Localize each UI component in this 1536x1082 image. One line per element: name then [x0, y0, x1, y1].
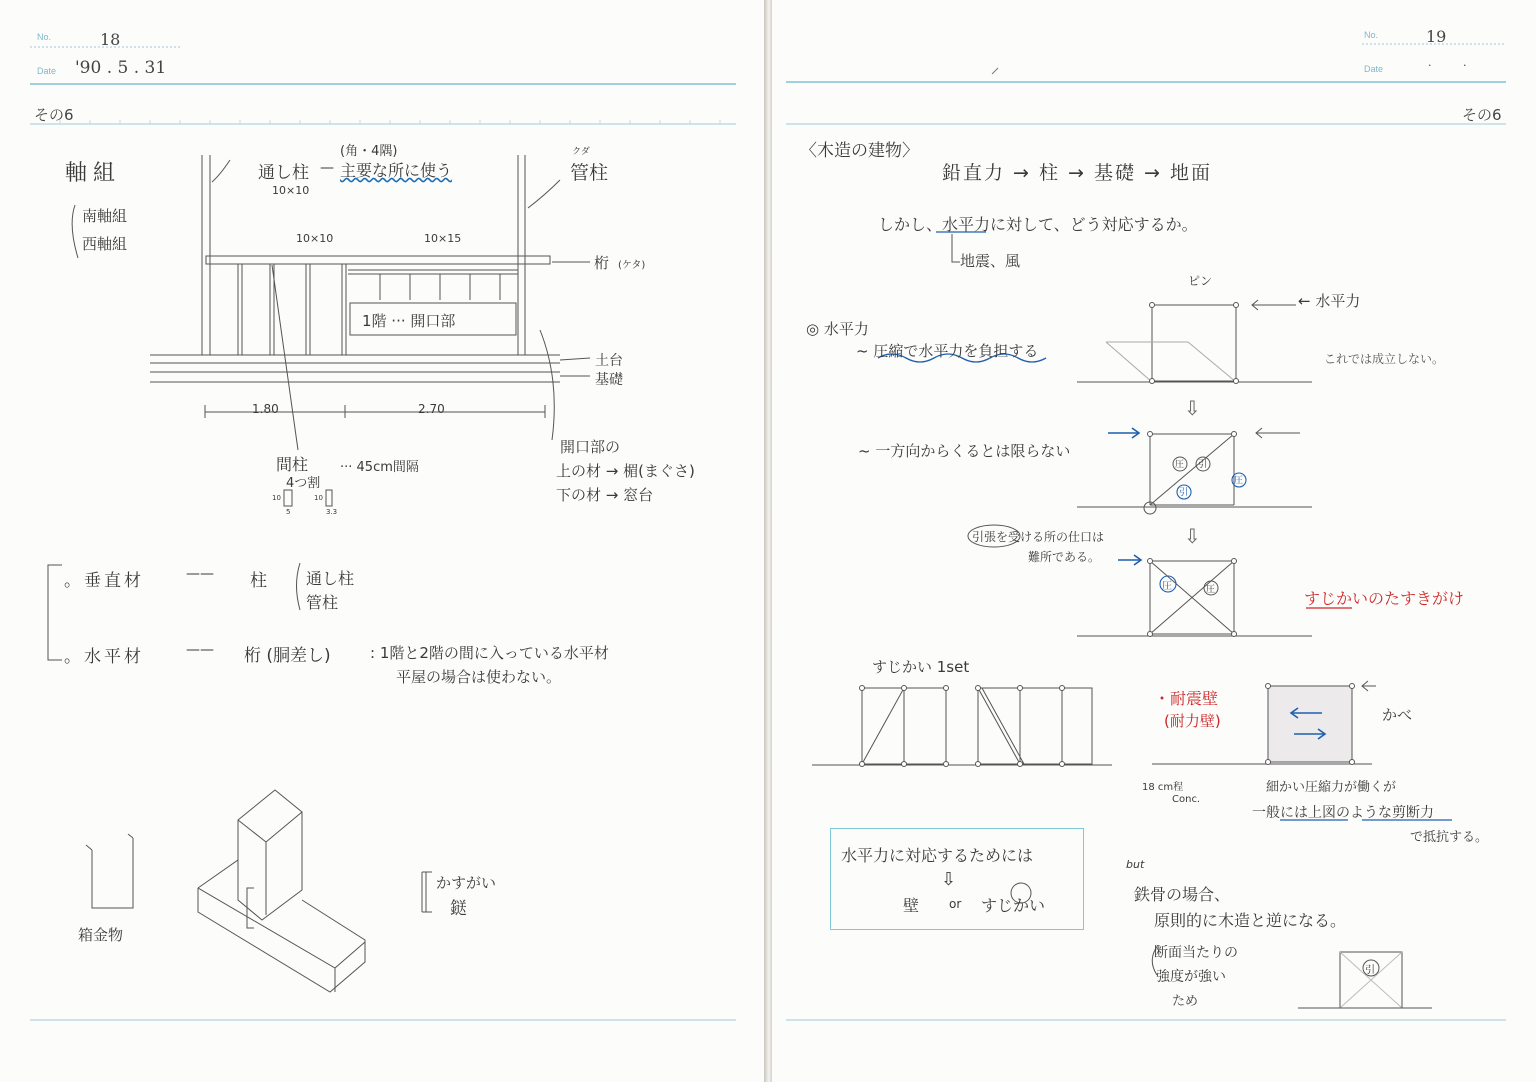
summary-box — [830, 828, 1084, 930]
text-but: but — [1126, 858, 1145, 871]
notebook-page-right — [772, 0, 1536, 1082]
notebook-page-left — [0, 0, 764, 1082]
text-horizontal-desc2: 平屋の場合は使わない。 — [396, 668, 562, 686]
text-vertical-opt1: 通し柱 — [306, 569, 355, 588]
text-strength-3: ため — [1172, 994, 1199, 1009]
no-label: No. — [1364, 30, 1379, 40]
text-conc-2: Conc. — [1172, 794, 1201, 805]
text-main-use: 主要な所に使う — [340, 161, 453, 180]
text-opening-upper: 上の材 → 楣(まぐさ) — [556, 462, 695, 480]
dim-10x10-post: 10×10 — [272, 184, 310, 197]
text-kabe: かべ — [1382, 706, 1413, 724]
text-pin: ピン — [1188, 274, 1213, 288]
page-number: 18 — [100, 30, 121, 49]
section-label: その6 — [1462, 106, 1502, 124]
sec-a-width: 5 — [286, 508, 291, 516]
text-box-hardware: 箱金物 — [78, 926, 124, 944]
text-kasugai-kanji: 鎹 — [450, 899, 467, 919]
dim-10x15: 10×15 — [424, 232, 462, 245]
text-vertical-opt2: 管柱 — [306, 593, 339, 612]
dim-span-1: 1.80 — [252, 402, 279, 416]
text-cross-brace: すじかいのたすきがけ — [1304, 589, 1465, 608]
sec-b-width: 3.3 — [326, 508, 338, 516]
text-box-or: or — [949, 897, 962, 911]
mark-compress-b: 圧 — [1234, 476, 1244, 486]
dim-10x10-beam: 10×10 — [296, 232, 334, 245]
text-one-direction: ~ 一方向からくるとは限らない — [858, 442, 1071, 460]
mark-compress-a: 圧 — [1175, 460, 1185, 470]
text-mabashira: 間柱 — [276, 455, 309, 474]
text-strength-2: 強度が強い — [1156, 969, 1226, 985]
heading-jikugumi: 軸組 — [65, 161, 122, 186]
text-box-line1: 水平力に対応するためには — [841, 846, 1034, 865]
title-wooden-building: 〈木造の建物〉 — [800, 141, 919, 161]
text-horizontal-force: ← 水平力 — [1298, 292, 1361, 310]
text-vertical-member: 。垂直材 — [64, 571, 144, 591]
text-dodai: 土台 — [595, 353, 623, 369]
text-causes: 地震、風 — [960, 252, 1021, 270]
mark-compress-c: 圧 — [1162, 581, 1172, 592]
text-west-frame: 西軸組 — [82, 235, 128, 253]
text-opening-lower: 下の材 → 窓台 — [556, 486, 654, 504]
text-kudabashira: 管柱 — [570, 162, 609, 184]
down-arrow-2: ⇩ — [1184, 524, 1201, 548]
text-corner-note: (角・4隅) — [340, 144, 398, 159]
mark-tension-a: 引 — [1198, 460, 1208, 470]
text-tension-note-2: 難所である。 — [1028, 550, 1101, 564]
section-label: その6 — [34, 106, 74, 124]
text-brace-set: すじかい 1set — [872, 658, 970, 676]
text-south-frame: 南軸組 — [82, 207, 128, 225]
text-opening: 1階 ··· 開口部 — [362, 312, 456, 330]
text-tension-note-1: 引張を受ける所の仕口は — [972, 530, 1105, 544]
sec-b-height: 10 — [314, 494, 323, 502]
text-dash: — — [320, 160, 334, 176]
text-box-arrow: ⇩ — [941, 869, 957, 890]
text-steel-2: 原則的に木造と逆になる。 — [1154, 911, 1347, 930]
text-compress-note: ~ 圧縮で水平力を負担する — [856, 342, 1039, 360]
date-value: . . — [1428, 56, 1481, 69]
date-label: Date — [37, 66, 57, 76]
text-shear-1: 細かい圧縮力が働くが — [1266, 780, 1397, 795]
text-not-stand: これでは成立しない。 — [1324, 352, 1445, 366]
text-bearing-wall: (耐力壁) — [1164, 712, 1221, 730]
text-bullet-horizontal: ◎ 水平力 — [806, 320, 869, 338]
down-arrow-1: ⇩ — [1184, 396, 1201, 420]
text-45cm: ··· 45cm間隔 — [340, 460, 419, 475]
text-shear-2: 一般には上図のような剪断力 — [1252, 805, 1434, 821]
text-keta: 桁 — [594, 254, 610, 272]
text-conc-1: 18 cm程 — [1142, 782, 1184, 793]
book-gutter — [764, 0, 772, 1082]
text-horizontal-target: 桁 (胴差し) — [244, 646, 331, 666]
date-value: '90 . 5 . 31 — [75, 58, 167, 78]
text-kasugai: かすがい — [436, 874, 497, 892]
no-label: No. — [37, 32, 52, 42]
text-seismic-wall: ・耐震壁 — [1154, 689, 1219, 708]
text-box-brace: すじかい — [981, 896, 1046, 915]
dim-span-2: 2.70 — [418, 402, 445, 416]
text-horizontal-member: 。水平材 — [64, 647, 144, 667]
text-kiso: 基礎 — [595, 372, 623, 388]
mark-compress-d: 圧 — [1206, 585, 1216, 595]
text-opening-title: 開口部の — [560, 438, 621, 456]
text-horizontal-dash: —— — [186, 642, 214, 658]
text-steel-1: 鉄骨の場合、 — [1134, 885, 1231, 904]
mark-tension-steel: 引 — [1365, 965, 1375, 976]
text-strength-1: 断面当たりの — [1154, 945, 1238, 961]
text-vertical-target: 柱 — [250, 571, 267, 591]
ruby-kuda: クダ — [572, 147, 590, 157]
text-four-split: 4つ割 — [286, 476, 321, 491]
text-box-wall: 壁 — [903, 896, 920, 915]
text-horizontal-desc1: : 1階と2階の間に入っている水平材 — [370, 644, 609, 662]
sec-a-height: 10 — [272, 494, 281, 502]
text-shear-3: で抵抗する。 — [1410, 830, 1489, 845]
date-label: Date — [1364, 64, 1384, 74]
mark-tension-b: 引 — [1179, 488, 1189, 498]
text-vertical-flow: 鉛直力 → 柱 → 基礎 → 地面 — [942, 162, 1212, 184]
text-toshibashira: 通し柱 — [258, 163, 309, 183]
text-question: しかし、水平力に対して、どう対応するか。 — [878, 215, 1198, 234]
page-number: 19 — [1426, 27, 1447, 46]
text-vertical-dash: —— — [186, 566, 214, 582]
ruby-keta: (ケタ) — [618, 260, 646, 271]
